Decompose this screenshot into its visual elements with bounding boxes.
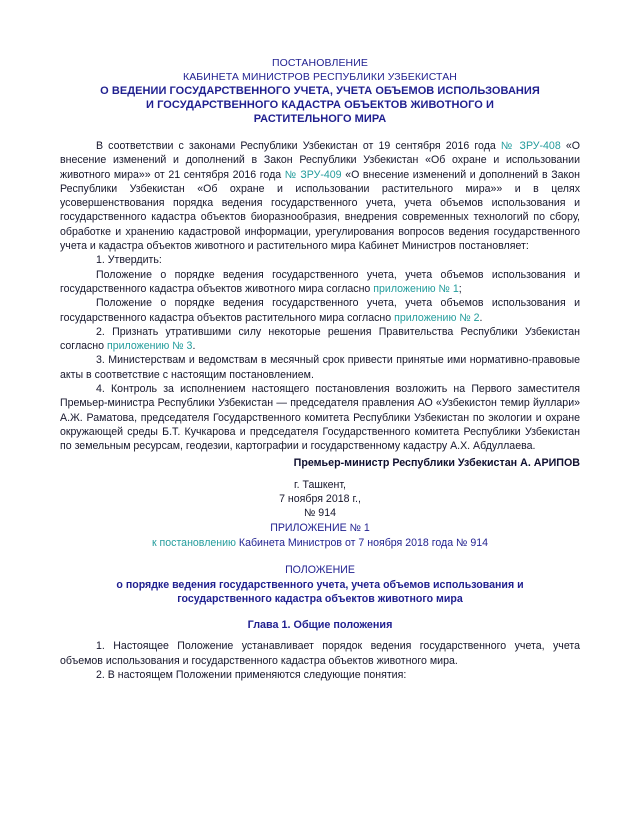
resolution-items	[60, 253, 580, 453]
preamble-text-1: В соответствии с законами Республики Узбекистан от 19 сентября 2016 года	[96, 140, 501, 152]
title-line-subject-1: О ВЕДЕНИИ ГОСУДАРСТВЕННОГО УЧЕТА, УЧЕТА ОБЪЕМОВ ИСПОЛЬЗОВАНИЯ	[100, 85, 540, 97]
chapter-heading: Глава 1. Общие положения	[247, 618, 393, 631]
date-line: 7 ноября 2018 г.,	[279, 492, 361, 505]
appendix-reference-link[interactable]: к постановлению	[151, 536, 236, 549]
law-link-zru-408[interactable]: № ЗРУ-408	[500, 140, 561, 152]
item-3: 3. Министерствам и ведомствам в месячный срок привести принятые ими нормативно-правовые акты в соответствие с настоящим постановлением.	[60, 354, 580, 381]
item-1-subitem-2-text: Положение о порядке ведения государственного учета, учета объемов использования и государственного кадастра объектов растительного мира согласно	[60, 297, 580, 324]
document-title-block	[60, 56, 580, 126]
item-1-subitem-1	[60, 268, 580, 297]
appendix-heading: ПРИЛОЖЕНИЕ № 1	[270, 522, 370, 535]
appendix-header-block	[60, 521, 580, 550]
appendix-reference-rest: Кабинета Министров от 7 ноября 2018 года № 914	[235, 536, 489, 549]
preamble-paragraph	[60, 139, 580, 253]
appendix-link-3[interactable]: приложению № 3	[107, 340, 193, 353]
title-line-subject-3: РАСТИТЕЛЬНОГО МИРА	[253, 113, 387, 125]
polozhenie-subtitle-line-1: о порядке ведения государственного учета, учета объемов использования и	[116, 578, 524, 591]
law-link-zru-409[interactable]: № ЗРУ-409	[284, 168, 342, 181]
city-line: г. Ташкент,	[294, 478, 346, 491]
title-line-cabinet: КАБИНЕТА МИНИСТРОВ РЕСПУБЛИКИ УЗБЕКИСТАН	[182, 71, 457, 83]
item-1-subitem-2	[60, 296, 580, 325]
signature-line: Премьер-министр Республики Узбекистан А. АРИПОВ	[293, 456, 580, 469]
item-2-suffix: .	[192, 340, 196, 353]
preamble-text-2: «О внесение изменений и дополнений в Закон Республики Узбекистан «Об охране и использовании животного мира»» от 21 сентября 2016 года	[60, 140, 580, 181]
polozhenie-subtitle-line-2: государственного кадастра объектов животного мира	[177, 593, 463, 606]
document-number-line: № 914	[304, 507, 336, 520]
appendix-link-2[interactable]: приложению № 2	[394, 311, 480, 324]
item-1-subitem-1-text: Положение о порядке ведения государственного учета, учета объемов использования и государственного кадастра объектов животного мира согласно	[60, 268, 580, 295]
item-2	[60, 325, 580, 354]
title-line-subject-2: И ГОСУДАРСТВЕННОГО КАДАСТРА ОБЪЕКТОВ ЖИВОТНОГО И	[146, 99, 494, 111]
item-2-text: 2. Признать утратившими силу некоторые решения Правительства Республики Узбекистан согласно	[60, 325, 580, 353]
chapter-body	[60, 639, 580, 682]
item-1-subitem-1-suffix: ;	[458, 282, 462, 295]
preamble-block	[60, 139, 580, 253]
chapter-paragraph-2: 2. В настоящем Положении применяются следующие понятия:	[96, 668, 407, 681]
preamble-text-3: «О внесение изменений и дополнений в Закон Республики Узбекистан «Об охране и использовании растительного мира»» и в целях усовершенствования порядка ведения государственного учета, учета объемов использования и государственного кадастра объектов биоразнообразия, внедрения современных технологий по сбору, обработке и хранению кадастровой информации, урегулирования вопросов ведения государственного учета и кадастра объектов животного и растительного мира Кабинет Министров постановляет:	[60, 168, 580, 253]
chapter-paragraph-1: 1. Настоящее Положение устанавливает порядок ведения государственного учета, учета объемов использования и государственного кадастра объектов животного мира.	[60, 640, 580, 667]
place-date-block	[60, 478, 580, 521]
polozhenie-heading: ПОЛОЖЕНИЕ	[285, 564, 355, 577]
polozhenie-title-block	[60, 563, 580, 607]
appendix-reference	[60, 536, 580, 550]
item-4: 4. Контроль за исполнением настоящего постановления возложить на Первого заместителя Премьер-министра Республики Узбекистан — председателя правления АО «Узбекистон темир йуллари» А.Ж. Раматова, председателя Государственного комитета Республики Узбекистан по экологии и охране окружающей среды Б.Т. Кучкарова и председателя Государственного комитета Республики Узбекистан по земельным ресурсам, геодезии, картографии и государственному кадастру А.Х. Абдуллаева.	[60, 383, 580, 453]
appendix-link-1[interactable]: приложению № 1	[373, 282, 459, 295]
title-line-postanovlenie: ПОСТАНОВЛЕНИЕ	[272, 57, 368, 69]
item-1-heading: 1. Утвердить:	[96, 254, 162, 267]
item-1-subitem-2-suffix: .	[479, 311, 483, 324]
